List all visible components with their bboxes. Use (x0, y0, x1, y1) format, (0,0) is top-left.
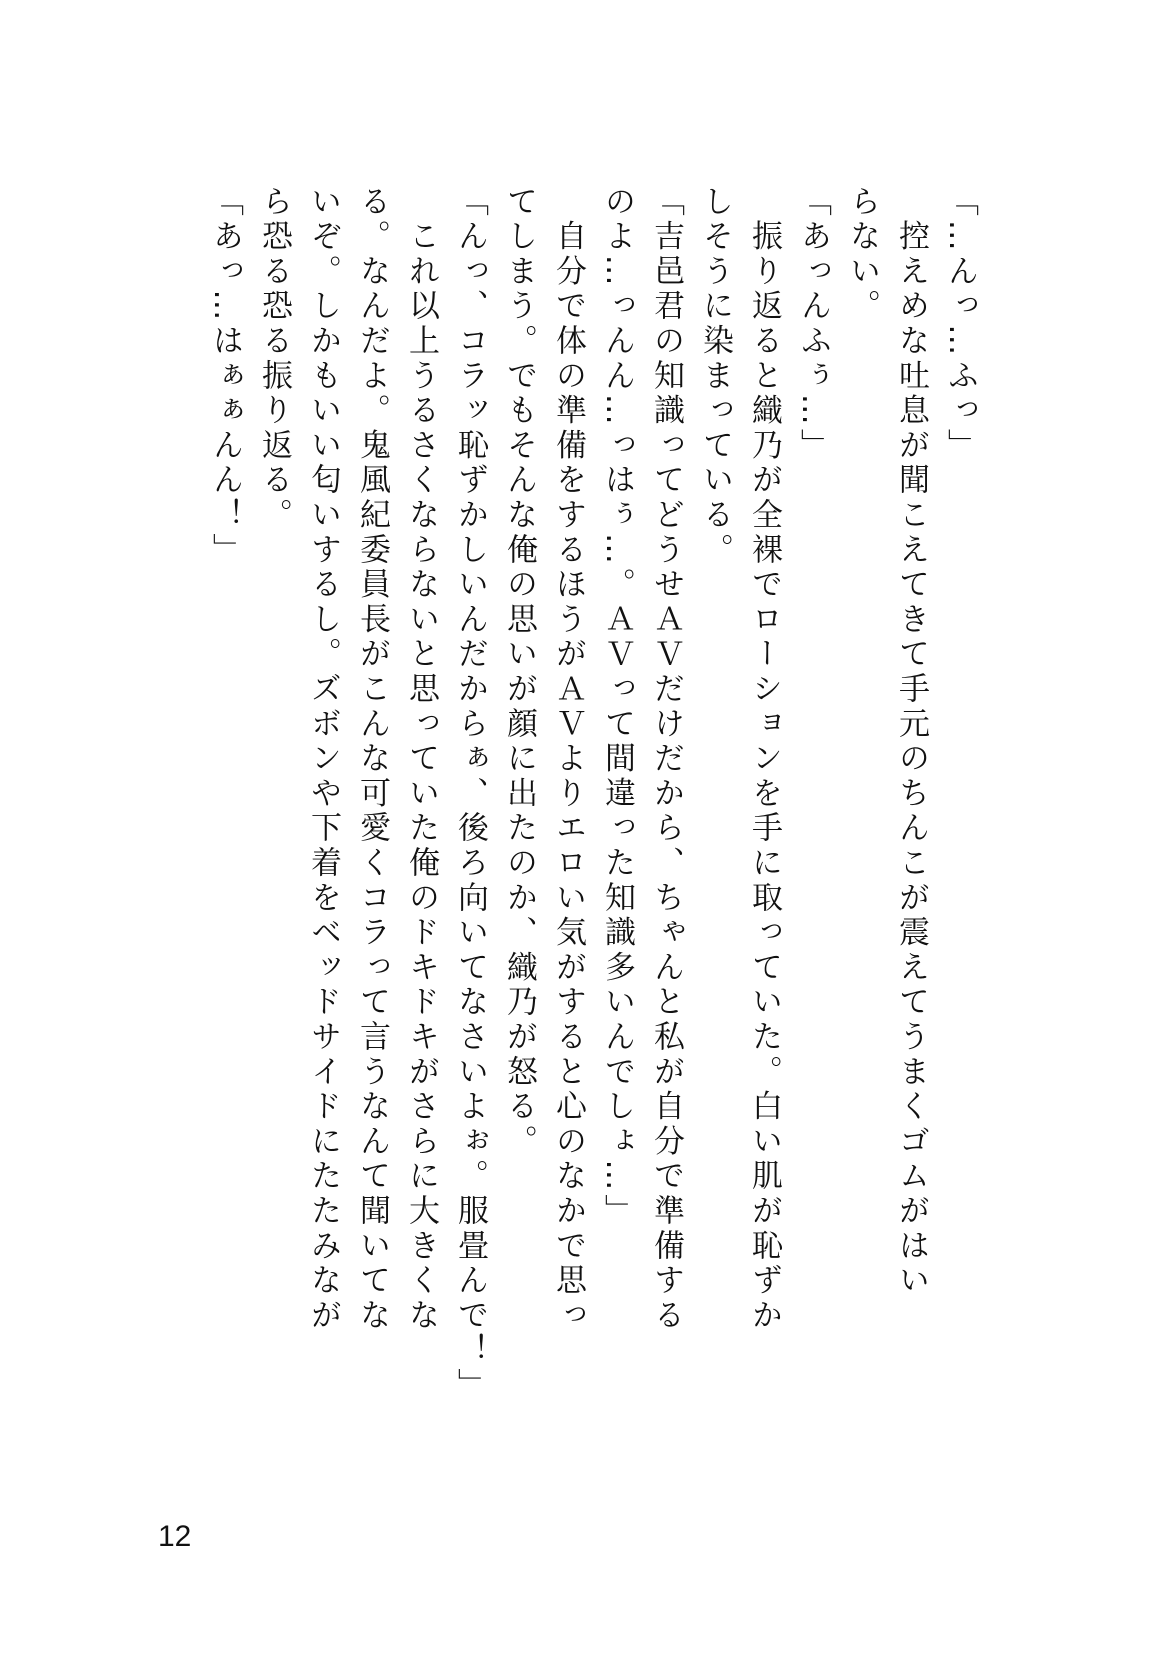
text-column: 「…んっ…ふっ」 (942, 185, 978, 464)
text-column: のよ…っんん…っはぅ…。ＡＶって間違った知識多いんでしょ…」 (599, 185, 635, 1229)
text-column: てしまう。でもそんな俺の思いが顔に出たのか、織乃が怒る。 (501, 185, 537, 1160)
text-column: 「あっ…はぁぁんん！」 (207, 185, 243, 568)
vertical-text-body (195, 185, 985, 1545)
text-column: る。なんだよ。鬼風紀委員長がこんな可愛くコラって言うなんて聞いてな (354, 185, 390, 1334)
text-column: 自分で体の準備をするほうがＡＶよりエロい気がすると心のなかで思っ (550, 185, 586, 1334)
text-column: 「あっんふぅ…」 (795, 185, 831, 464)
text-column: ら恐る恐る振り返る。 (256, 185, 292, 533)
text-column: しそうに染まっている。 (697, 185, 733, 568)
text-column: 「吉邑君の知識ってどうせＡＶだけだから、ちゃんと私が自分で準備する (648, 185, 684, 1334)
text-column: 「んっ、コラッ恥ずかしいんだからぁ、後ろ向いてなさいよぉ。服畳んで！」 (452, 185, 488, 1403)
page-number: 12 (158, 1520, 192, 1553)
text-column: らない。 (844, 185, 880, 325)
text-column: 控えめな吐息が聞こえてきて手元のちんこが震えてうまくゴムがはい (893, 185, 929, 1299)
text-column: 振り返ると織乃が全裸でローションを手に取っていた。白い肌が恥ずか (746, 185, 782, 1334)
text-column: いぞ。しかもいい匂いするし。ズボンや下着をベッドサイドにたたみなが (305, 185, 341, 1334)
text-column: これ以上うるさくならないと思っていた俺のドキドキがさらに大きくな (403, 185, 439, 1334)
